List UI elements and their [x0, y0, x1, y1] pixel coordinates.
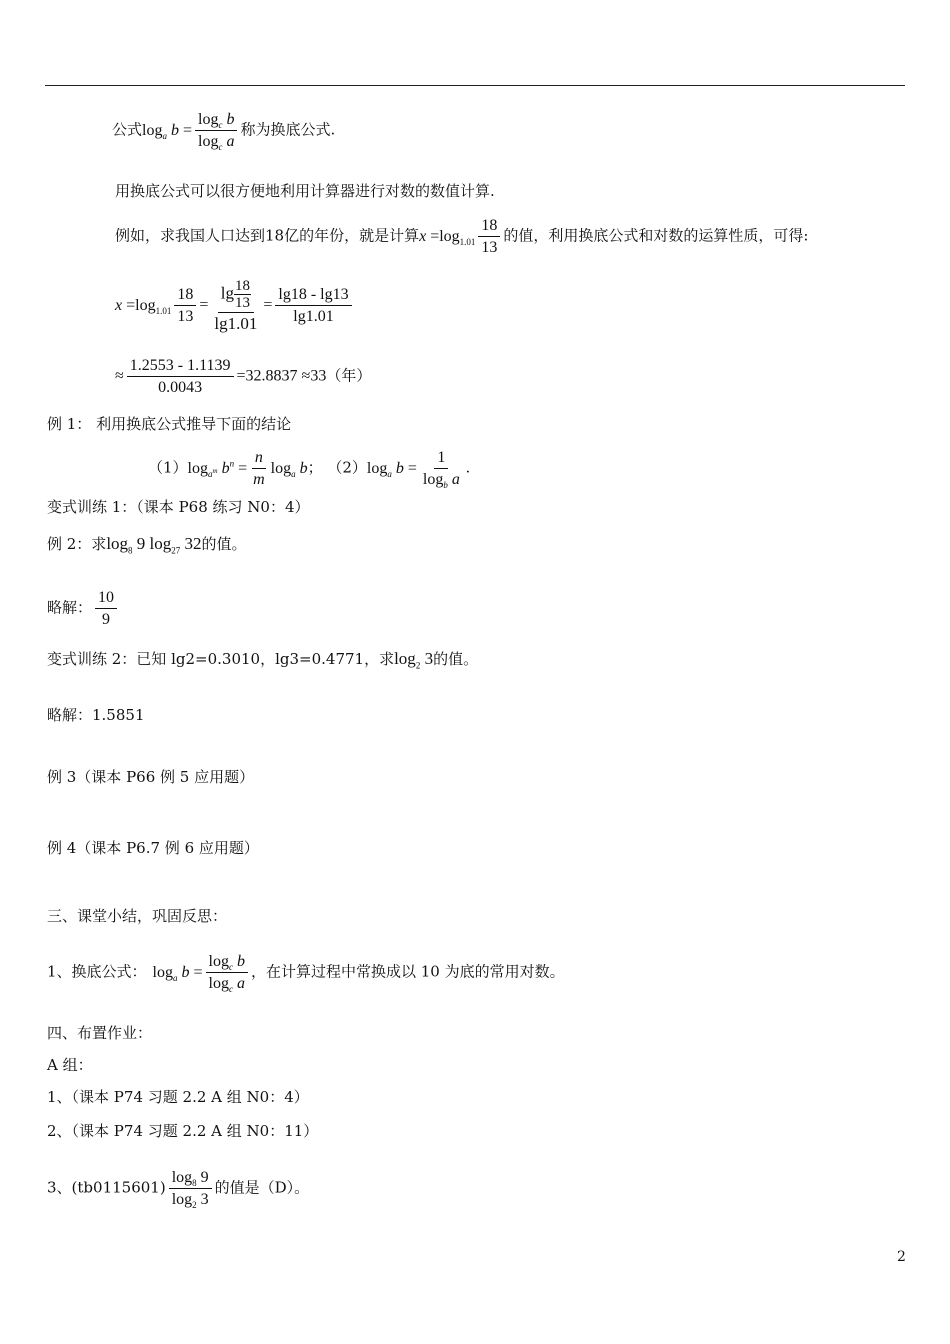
formula-lhs: $\log_a b$ = — [142, 121, 192, 141]
section-4-heading: 四、布置作业： — [47, 1024, 153, 1042]
formula-prefix: 公式 — [112, 120, 143, 139]
answer-2: 略解：1.5851 — [47, 706, 145, 724]
example-prefix: 例如，求我国人口达到18亿的年份，就是计算 — [115, 226, 420, 245]
formula-suffix: 称为换底公式. — [240, 120, 336, 139]
answer-1-numerator: 10 — [95, 588, 117, 609]
calculator-note: 用换底公式可以很方便地利用计算器进行对数的数值计算. — [115, 182, 495, 200]
variant-2-prefix: 变式训练 2：已知 lg2=0.3010，lg3=0.4771，求 — [47, 650, 395, 668]
example-1-title: 例 1： 利用换底公式推导下面的结论 — [47, 415, 292, 433]
calc-denominator: 0.0043 — [158, 379, 203, 396]
variant-training-1: 变式训练 1：（课本 P68 练习 N0：4） — [47, 498, 310, 516]
homework-2: 2、（课本 P74 习题 2.2 A 组 N0：11） — [47, 1122, 319, 1140]
homework-3-prefix: 3、(tb0115601) — [47, 1178, 166, 1197]
homework-3-suffix: 的值是（D）。 — [214, 1178, 310, 1197]
example-line — [115, 216, 808, 257]
example-suffix: 的值，利用换底公式和对数的运算性质，可得: — [503, 226, 809, 245]
header-rule — [45, 85, 905, 86]
part-2-label: ； （2） — [307, 458, 367, 477]
calc-numerator: 1.2553 - 1.1139 — [127, 356, 234, 377]
example-4: 例 4（课本 P6.7 例 6 应用题） — [47, 839, 259, 857]
example-3: 例 3（课本 P66 例 5 应用题） — [47, 768, 255, 786]
example-2-expression: $\log_8 9$ $\log_{27} 32$ — [106, 534, 202, 556]
page-number: 2 — [897, 1249, 906, 1265]
variant-2-suffix: 的值。 — [433, 650, 479, 668]
formula-fraction: $\frac{\log_c b}{\log_c a}$ — [195, 110, 237, 151]
calc-result: =32.8837 ≈33 — [236, 367, 327, 385]
calc-line-1: $x =\log_{1.01}$ $\frac{18}{13}$ = lg $\frac{18}{13}$ lg1.01 = $\frac{\lg 18 - \lg 13}{\lg 1.01}$ — [115, 278, 355, 333]
example-2-suffix: 的值。 — [201, 535, 247, 553]
part-1-label: （1） — [148, 458, 188, 477]
summary-1-prefix: 1、换底公式： — [47, 962, 147, 981]
calc-line-2: ≈ $\frac{1.2553 - 1.1139}{0.0043}$ =32.8837 ≈33（年） — [115, 357, 372, 396]
example-fraction: $\frac{18}{13}$ — [478, 216, 500, 257]
example-expression: $x =\log_{1.01}$ — [419, 227, 476, 247]
answer-1 — [47, 588, 120, 629]
answer-1-denominator: 9 — [102, 611, 111, 628]
example-2-prefix: 例 2：求 — [47, 535, 107, 553]
section-3-heading: 三、课堂小结，巩固反思： — [47, 907, 228, 925]
formula-line — [112, 110, 335, 151]
example-2 — [47, 534, 247, 554]
calc-unit: （年） — [326, 366, 372, 385]
variant-training-2: 变式训练 2：已知 lg2=0.3010，lg3=0.4771，求$\log_2 3$的值。 — [47, 649, 479, 671]
homework-1: 1、（课本 P74 习题 2.2 A 组 N0：4） — [47, 1088, 309, 1106]
example-1-formulas: $(1)\log_{a^m}$ $b^n$ = $\frac{n}{m}$ $\log_a b$； $(2)\log_a$ b = $\frac{1}{\log_b a}$ . — [148, 449, 470, 491]
group-a-label: A 组： — [47, 1056, 93, 1074]
answer-1-label: 略解： — [47, 598, 93, 617]
summary-1-suffix: ，在计算过程中常换成以 10 为底的常用对数。 — [250, 962, 565, 981]
summary-1: 1、换底公式： $\log_a b$ = $\frac{\log_c b}{\log_c a}$ ，在计算过程中常换成以 10 为底的常用对数。 — [47, 953, 565, 995]
homework-3: 3、(tb0115601) $\frac{\log_8 9}{\log_2 3}$ 的值是（D）。 — [47, 1169, 310, 1211]
